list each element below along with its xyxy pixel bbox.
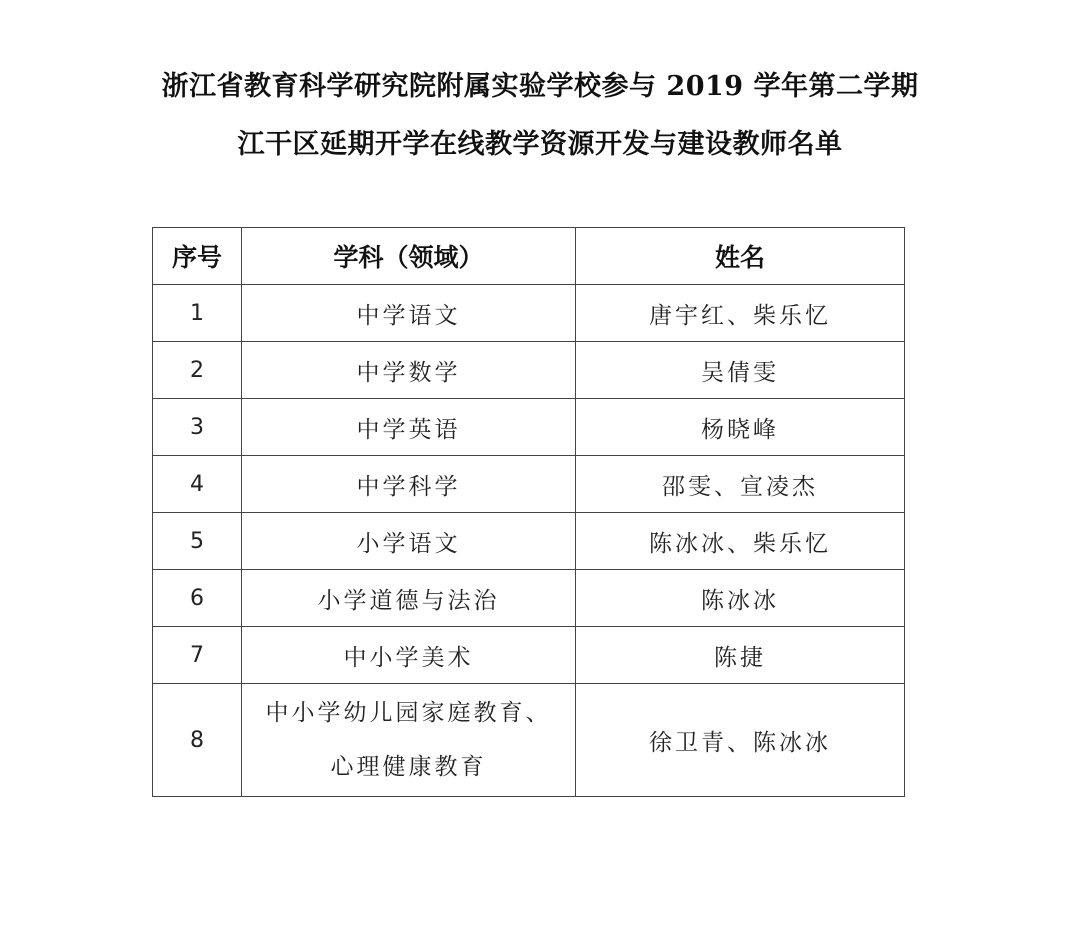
table-row: [153, 342, 905, 399]
row-subject: 小学道德与法治: [242, 570, 576, 627]
row-names: 唐宇红、柴乐忆: [576, 285, 905, 342]
row-subject-line2: 心理健康教育: [330, 754, 487, 780]
row-names: 徐卫青、陈冰冰: [576, 684, 905, 797]
row-names: 杨晓峰: [576, 399, 905, 456]
row-names: 陈冰冰: [576, 570, 905, 627]
header-names: 姓名: [576, 228, 905, 285]
row-number: 6: [153, 570, 242, 627]
table-row: [153, 513, 905, 570]
row-number: 8: [153, 684, 242, 797]
row-names: 陈冰冰、柴乐忆: [576, 513, 905, 570]
row-number: 3: [153, 399, 242, 456]
table-row: [153, 570, 905, 627]
row-subject: 中学数学: [242, 342, 576, 399]
table-row: [153, 399, 905, 456]
row-subject: 中学科学: [242, 456, 576, 513]
row-number: 1: [153, 285, 242, 342]
teacher-list-table: [152, 227, 905, 797]
document-title-line1: 浙江省教育科学研究院附属实验学校参与 2019 学年第二学期: [161, 71, 919, 102]
row-names: 陈捷: [576, 627, 905, 684]
row-names: 吴倩雯: [576, 342, 905, 399]
row-subject: 中学语文: [242, 285, 576, 342]
header-number: 序号: [153, 228, 242, 285]
row-subject: 小学语文: [242, 513, 576, 570]
row-subject-line1: 中小学幼儿园家庭教育、: [265, 700, 552, 726]
row-number: 4: [153, 456, 242, 513]
document-title-line2: 江干区延期开学在线教学资源开发与建设教师名单: [237, 129, 843, 160]
row-subject: 中学英语: [242, 399, 576, 456]
row-subject: [242, 684, 576, 797]
row-subject: 中小学美术: [242, 627, 576, 684]
table-row: [153, 285, 905, 342]
header-subject: 学科（领域）: [242, 228, 576, 285]
table-row: [153, 627, 905, 684]
table-row: [153, 456, 905, 513]
row-names: 邵雯、宣凌杰: [576, 456, 905, 513]
row-number: 5: [153, 513, 242, 570]
row-number: 2: [153, 342, 242, 399]
table-row: [153, 684, 905, 797]
table-header-row: [153, 228, 905, 285]
row-number: 7: [153, 627, 242, 684]
